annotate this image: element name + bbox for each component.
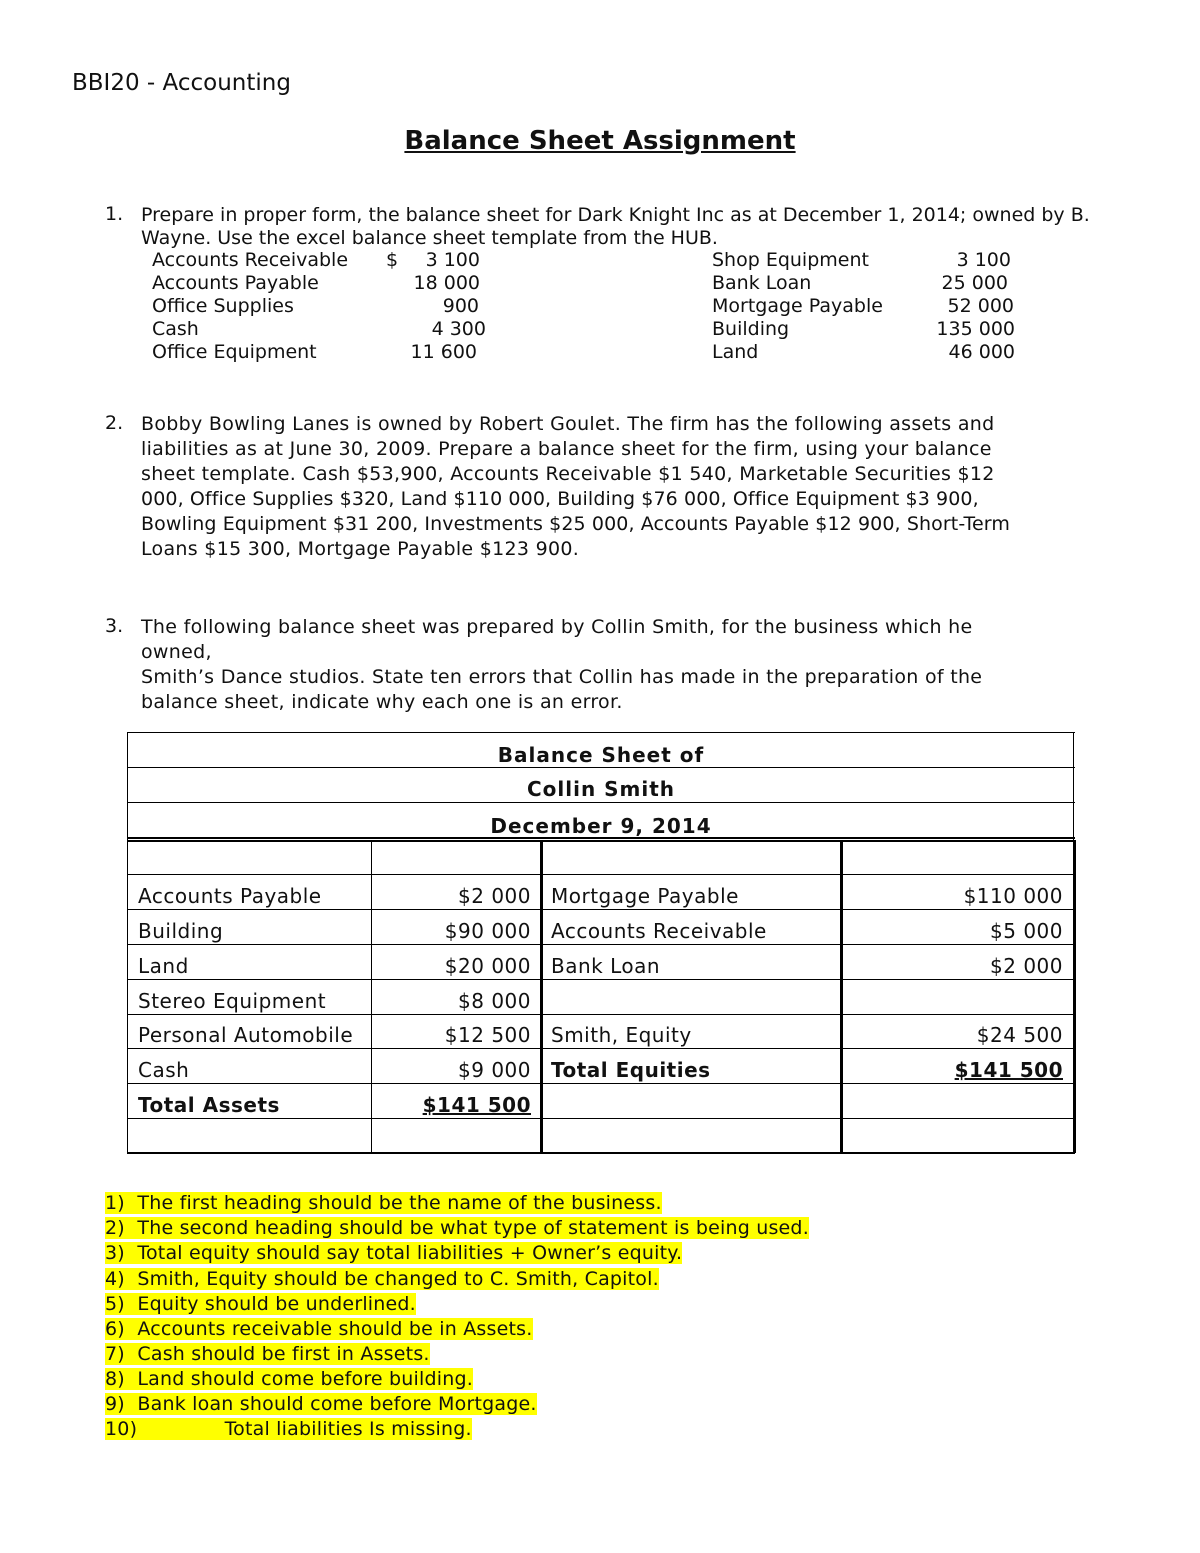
sheet-heading-date: December 9, 2014: [490, 814, 712, 838]
error-item: 2) The second heading should be what type of statement is being used.: [105, 1217, 809, 1239]
asset-row-label: Land: [138, 954, 189, 978]
question-2-line: 000, Office Supplies $320, Land $110 000, Building $76 000, Office Equipment $3 900,: [141, 488, 979, 510]
account-name: Bank Loan: [712, 272, 812, 294]
asset-row-amount: $2 000: [458, 884, 531, 908]
error-item: 5) Equity should be underlined.: [105, 1293, 416, 1315]
question-3-line: balance sheet, indicate why each one is an error.: [141, 691, 623, 713]
asset-row-label: Personal Automobile: [138, 1023, 354, 1047]
account-amount: 900: [442, 295, 479, 317]
total-assets-label: Total Assets: [138, 1093, 280, 1117]
asset-row-label: Building: [138, 919, 224, 943]
question-2-line: Loans $15 300, Mortgage Payable $123 900.: [141, 538, 580, 560]
question-1-number: 1.: [105, 203, 124, 225]
account-name: Shop Equipment: [712, 249, 869, 271]
error-item: 4) Smith, Equity should be changed to C. Smith, Capitol.: [105, 1268, 659, 1290]
error-item: 1) The first heading should be the name of the business.: [105, 1192, 662, 1214]
account-name: Land: [712, 341, 759, 363]
total-equities-amount: [845, 1058, 1063, 1082]
question-2-line: Bowling Equipment $31 200, Investments $25 000, Accounts Payable $12 900, Short-Term: [141, 513, 1010, 535]
question-3-line: The following balance sheet was prepared by Collin Smith, for the business which he: [141, 616, 973, 638]
error-item: 10) Total liabilities Is missing.: [105, 1418, 472, 1440]
account-amount: 135 000: [936, 318, 1015, 340]
question-1-line-1: Prepare in proper form, the balance sheet for Dark Knight Inc as at December 1, 2014; owned by B.: [141, 204, 1090, 226]
equity-row-amount: $24 500: [976, 1023, 1063, 1047]
course-title: BBI20 - Accounting: [72, 70, 291, 96]
question-2-line: sheet template. Cash $53,900, Accounts Receivable $1 540, Marketable Securities $12: [141, 463, 995, 485]
error-item: 3) Total equity should say total liabilities + Owner’s equity.: [105, 1242, 683, 1264]
question-3-line: owned,: [141, 641, 212, 663]
error-item: 7) Cash should be first in Assets.: [105, 1343, 430, 1365]
account-amount: 4 300: [431, 318, 486, 340]
account-name: Mortgage Payable: [712, 295, 883, 317]
asset-row-label: Accounts Payable: [138, 884, 322, 908]
asset-row-amount: $8 000: [458, 989, 531, 1013]
error-item: 6) Accounts receivable should be in Assets.: [105, 1318, 533, 1340]
question-2-number: 2.: [105, 412, 124, 434]
total-assets-amount: [375, 1093, 531, 1117]
asset-row-amount: $20 000: [444, 954, 531, 978]
question-3-line: Smith’s Dance studios. State ten errors that Collin has made in the preparation of the: [141, 666, 983, 688]
equity-row-amount: $2 000: [990, 954, 1063, 978]
question-2-line: Bobby Bowling Lanes is owned by Robert Goulet. The firm has the following assets and: [141, 413, 995, 435]
account-name: Office Supplies: [152, 295, 294, 317]
asset-row-amount: $9 000: [458, 1058, 531, 1082]
asset-row-label: Stereo Equipment: [138, 989, 327, 1013]
account-amount: 52 000: [947, 295, 1014, 317]
total-equities-label: Total Equities: [551, 1058, 711, 1082]
account-name: Office Equipment: [152, 341, 317, 363]
account-name: Accounts Receivable: [152, 249, 349, 271]
account-amount: 3 100: [956, 249, 1011, 271]
error-item: 9) Bank loan should come before Mortgage.: [105, 1393, 537, 1415]
account-name: Cash: [152, 318, 199, 340]
equity-row-amount: $110 000: [963, 884, 1063, 908]
question-3-number: 3.: [105, 615, 124, 637]
account-amount: 11 600: [410, 341, 477, 363]
account-amount: 18 000: [413, 272, 480, 294]
equity-row-label: Bank Loan: [551, 954, 661, 978]
error-item: 8) Land should come before building.: [105, 1368, 473, 1390]
asset-row-amount: $90 000: [444, 919, 531, 943]
asset-row-amount: $12 500: [444, 1023, 531, 1047]
equity-row-label: Accounts Receivable: [551, 919, 767, 943]
account-amount: 3 100: [425, 249, 480, 271]
sheet-heading-statement: Balance Sheet of: [497, 743, 705, 767]
equity-row-amount: $5 000: [990, 919, 1063, 943]
currency-symbol: $: [386, 249, 399, 271]
account-amount: 25 000: [941, 272, 1008, 294]
account-name: Accounts Payable: [152, 272, 319, 294]
assignment-title: Balance Sheet Assignment: [404, 126, 796, 156]
question-2-line: liabilities as at June 30, 2009. Prepare a balance sheet for the firm, using your balance: [141, 438, 992, 460]
equity-row-label: Smith, Equity: [551, 1023, 692, 1047]
total-equities-value: $141 500: [954, 1058, 1063, 1082]
total-assets-value: $141 500: [422, 1093, 531, 1117]
account-name: Building: [712, 318, 790, 340]
asset-row-label: Cash: [138, 1058, 190, 1082]
question-1-line-2: Wayne. Use the excel balance sheet template from the HUB.: [141, 227, 718, 249]
account-amount: 46 000: [948, 341, 1015, 363]
equity-row-label: Mortgage Payable: [551, 884, 739, 908]
sheet-heading-owner: Collin Smith: [526, 777, 676, 801]
